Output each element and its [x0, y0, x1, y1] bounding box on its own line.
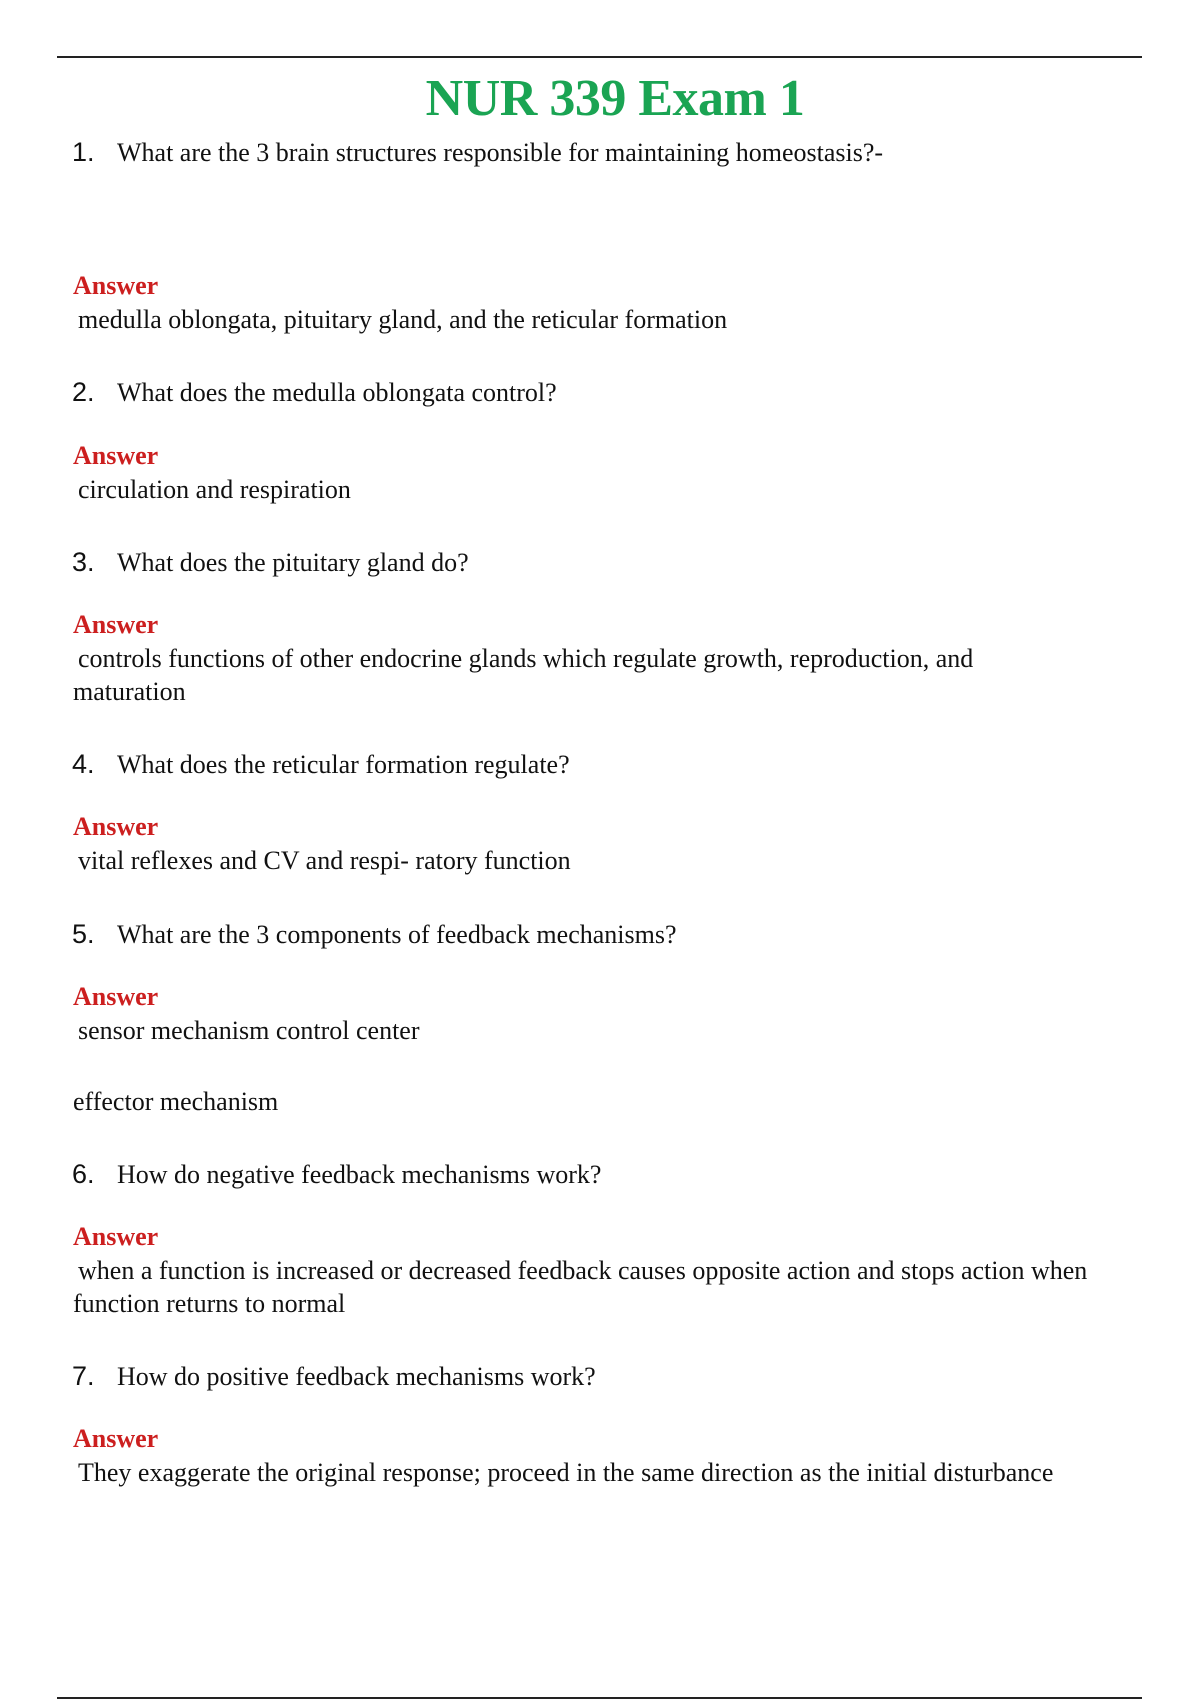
question-1 [72, 136, 883, 170]
question-number: 5. [72, 919, 95, 949]
question-text: How do negative feedback mechanisms work? [117, 1160, 602, 1189]
question-number: 2. [72, 377, 95, 407]
question-text: How do positive feedback mechanisms work? [117, 1362, 596, 1391]
question-text: What does the medulla oblongata control? [117, 378, 557, 407]
question-3 [72, 546, 469, 580]
answer-text-5: sensor mechanism control center [78, 1016, 420, 1045]
question-2 [72, 376, 557, 410]
question-text: What are the 3 brain structures responsible for maintaining homeostasis?- [117, 138, 884, 167]
answer-text-2: circulation and respiration [78, 475, 351, 504]
page-title: NUR 339 Exam 1 [425, 70, 805, 127]
answer-text-7: They exaggerate the original response; proceed in the same direction as the initial disturbance [78, 1458, 1054, 1487]
answer-label-3: Answer [73, 610, 159, 639]
question-text: What are the 3 components of feedback mechanisms? [117, 920, 677, 949]
question-6 [72, 1158, 601, 1192]
question-number: 1. [72, 137, 95, 167]
question-4 [72, 748, 570, 782]
question-7 [72, 1360, 596, 1394]
question-number: 3. [72, 547, 95, 577]
question-number: 6. [72, 1159, 95, 1189]
question-5 [72, 918, 677, 952]
answer-text-5-extra: effector mechanism [73, 1087, 279, 1116]
question-text: What does the reticular formation regulate? [117, 750, 570, 779]
answer-label-1: Answer [73, 271, 159, 300]
question-number: 7. [72, 1361, 95, 1391]
question-text: What does the pituitary gland do? [117, 548, 469, 577]
top-rule [57, 56, 1142, 58]
answer-label-6: Answer [73, 1222, 159, 1251]
question-number: 4. [72, 749, 95, 779]
answer-text-3: controls functions of other endocrine glands which regulate growth, reproduction, and maturation [73, 644, 974, 706]
bottom-rule [57, 1697, 1142, 1699]
answer-text-1: medulla oblongata, pituitary gland, and the reticular formation [78, 305, 728, 334]
answer-label-5: Answer [73, 982, 159, 1011]
answer-label-2: Answer [73, 441, 159, 470]
answer-label-4: Answer [73, 812, 159, 841]
answer-text-6: when a function is increased or decreased feedback causes opposite action and stops action when function returns to normal [73, 1256, 1088, 1318]
answer-text-4: vital reflexes and CV and respi- ratory function [78, 846, 571, 875]
answer-label-7: Answer [73, 1424, 159, 1453]
